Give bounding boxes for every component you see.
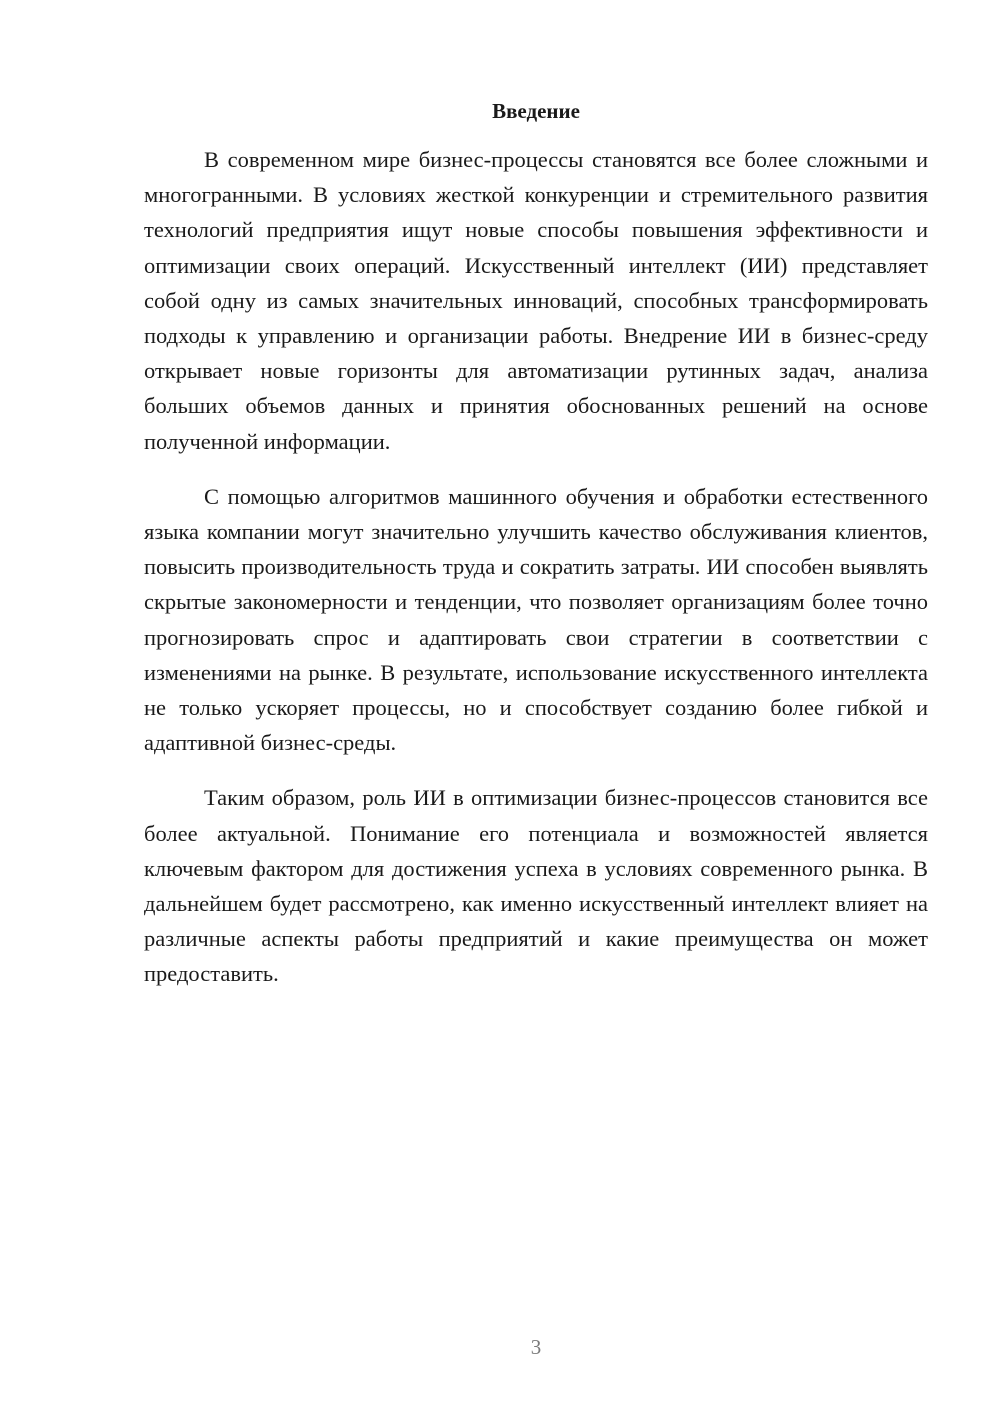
page-number: 3: [530, 1335, 542, 1359]
page-heading: Введение: [492, 99, 580, 123]
document-body: [144, 142, 928, 1012]
paragraph-2: С помощью алгоритмов машинного обучения и обработки естественного языка компании могут значительно улучшить качество обслуживания клиентов, повысить производительность труда и сократить затраты. ИИ способен выявлять скрытые закономерности и тенденции, что позволяет организациям более точно прогнозировать спрос и адаптировать свои стратегии в соответствии с изменениями на рынке. В результате, использование искусственного интеллекта не только ускоряет процессы, но и способствует созданию более гибкой и адаптивной бизнес-среды.: [144, 483, 928, 756]
paragraph-1: В современном мире бизнес-процессы становятся все более сложными и многогранными. В условиях жесткой конкуренции и стремительного развития технологий предприятия ищут новые способы повышения эффективности и оптимизации своих операций. Искусственный интеллект (ИИ) представляет собой одну из самых значительных инноваций, способных трансформировать подходы к управлению и организации работы. Внедрение ИИ в бизнес-среду открывает новые горизонты для автоматизации рутинных задач, анализа больших объемов данных и принятия обоснованных решений на основе полученной информации.: [144, 147, 928, 454]
paragraph-3: Таким образом, роль ИИ в оптимизации бизнес-процессов становится все более актуальной. Понимание его потенциала и возможностей является ключевым фактором для достижения успеха в условиях современного рынка. В дальнейшем будет рассмотрено, как именно искусственный интеллект влияет на различные аспекты работы предприятий и какие преимущества он может предоставить.: [144, 785, 928, 987]
